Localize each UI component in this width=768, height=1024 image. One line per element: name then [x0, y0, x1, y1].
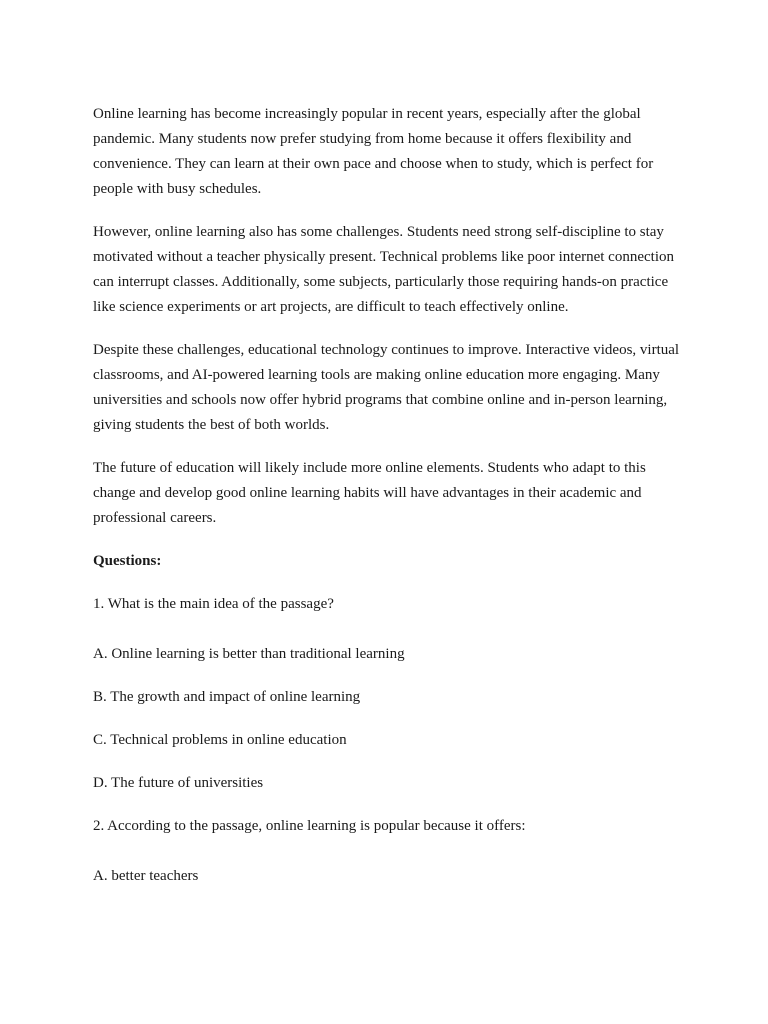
- question-1: [93, 592, 683, 796]
- passage-paragraph-1: Online learning has become increasingly popular in recent years, especially after the global pandemic. Many students now prefer studying from home because it offers flexibility and convenience. They can learn at their own pace and choose when to study, which is perfect for people with busy schedules.: [93, 106, 654, 197]
- question-1-option-b: B. The growth and impact of online learning: [93, 689, 361, 705]
- document-page: [93, 102, 683, 907]
- question-2-option-a: A. better teachers: [93, 868, 199, 884]
- question-1-option-c: C. Technical problems in online education: [93, 732, 347, 748]
- question-1-option-d: D. The future of universities: [93, 775, 264, 791]
- passage-paragraph-3: Despite these challenges, educational technology continues to improve. Interactive videos, virtual classrooms, and AI-powered learning tools are making online education more engaging. Many universities and schools now offer hybrid programs that combine online and in-person learning, giving students the best of both worlds.: [93, 342, 680, 433]
- passage-paragraph-4: The future of education will likely include more online elements. Students who adapt to this change and develop good online learning habits will have advantages in their academic and professional careers.: [93, 460, 646, 526]
- passage-paragraph-2: However, online learning also has some challenges. Students need strong self-discipline to stay motivated without a teacher physically present. Technical problems like poor internet connection can interrupt classes. Additionally, some subjects, particularly those requiring hands-on practice like science experiments or art projects, are difficult to teach effectively online.: [93, 224, 674, 315]
- question-1-option-a: A. Online learning is better than traditional learning: [93, 646, 405, 662]
- question-1-text: 1. What is the main idea of the passage?: [93, 596, 334, 612]
- questions-heading: Questions:: [93, 553, 162, 569]
- question-2: [93, 814, 683, 889]
- question-2-text: 2. According to the passage, online learning is popular because it offers:: [93, 818, 526, 834]
